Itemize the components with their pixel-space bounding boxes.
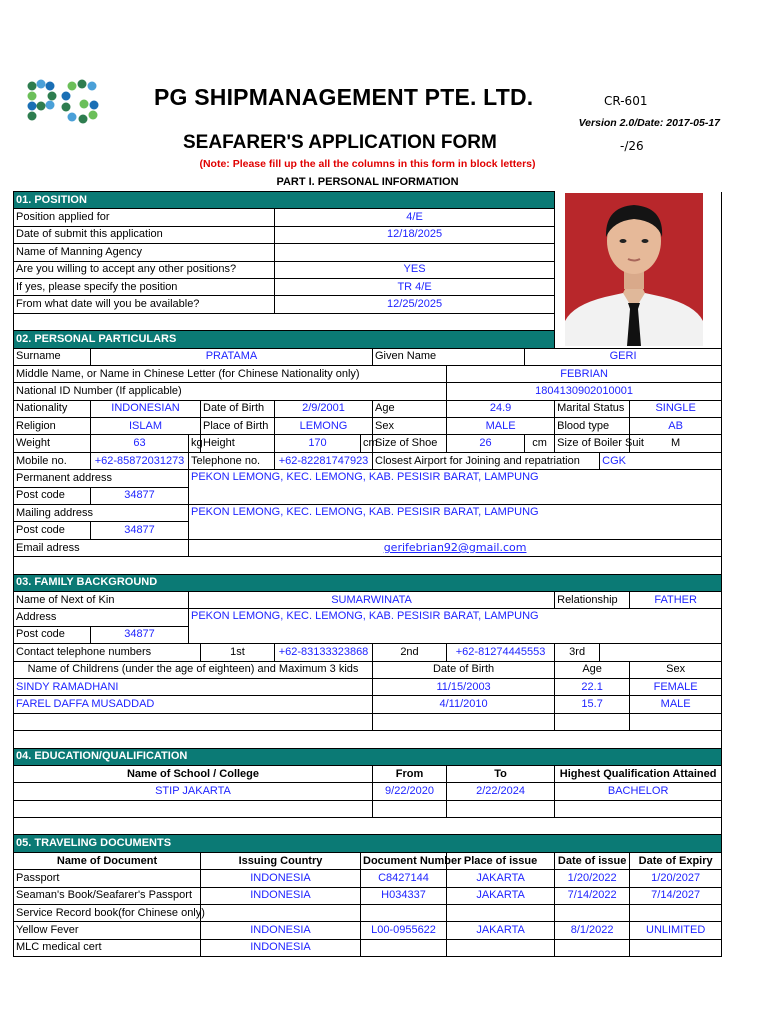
age-label: Age bbox=[373, 400, 447, 417]
sex-value[interactable]: MALE bbox=[447, 418, 555, 435]
children-dob-header: Date of Birth bbox=[373, 661, 555, 678]
school-header: Name of School / College bbox=[14, 765, 373, 782]
education-row bbox=[14, 783, 722, 800]
surname-value[interactable]: PRATAMA bbox=[91, 348, 373, 365]
date-of-expiry[interactable]: 7/14/2027 bbox=[630, 887, 722, 904]
child-dob[interactable]: 11/15/2003 bbox=[373, 678, 555, 695]
spacer bbox=[14, 731, 722, 748]
specify-position-value[interactable]: TR 4/E bbox=[275, 278, 555, 295]
child-row bbox=[14, 696, 722, 713]
child-sex[interactable]: FEMALE bbox=[630, 678, 722, 695]
mailing-post-code-label: Post code bbox=[14, 522, 91, 539]
children-name-header: Name of Childrens (under the age of eighteen) and Maximum 3 kids bbox=[14, 661, 373, 678]
shoe-size-unit: cm bbox=[525, 435, 555, 452]
blood-type-value[interactable]: AB bbox=[630, 418, 722, 435]
mobile-label: Mobile no. bbox=[14, 452, 91, 469]
travel-doc-row bbox=[14, 922, 722, 939]
date-of-issue[interactable]: 1/20/2022 bbox=[555, 870, 630, 887]
mailing-post-code-value[interactable]: 34877 bbox=[91, 522, 189, 539]
dob-label: Date of Birth bbox=[201, 400, 275, 417]
doc-number[interactable]: C8427144 bbox=[361, 870, 447, 887]
weight-unit: kg bbox=[189, 435, 201, 452]
given-name-value[interactable]: GERI bbox=[525, 348, 722, 365]
specify-position-label: If yes, please specify the position bbox=[14, 278, 275, 295]
company-name: PG SHIPMANAGEMENT PTE. LTD. bbox=[154, 84, 534, 110]
position-value[interactable]: 4/E bbox=[275, 209, 555, 226]
from-value[interactable]: 9/22/2020 bbox=[373, 783, 447, 800]
education-row bbox=[14, 800, 722, 817]
to-value[interactable]: 2/22/2024 bbox=[447, 783, 555, 800]
place-of-issue[interactable] bbox=[447, 939, 555, 956]
mailing-address-value[interactable]: PEKON LEMONG, KEC. LEMONG, KAB. PESISIR BARAT, LAMPUNG bbox=[189, 505, 722, 540]
form-code: CR-601 bbox=[604, 94, 648, 108]
doc-name: Passport bbox=[14, 870, 201, 887]
spacer bbox=[14, 557, 722, 574]
other-positions-value[interactable]: YES bbox=[275, 261, 555, 278]
height-unit: cm bbox=[361, 435, 373, 452]
part-heading: PART I. PERSONAL INFORMATION bbox=[276, 176, 459, 188]
page-number: -/26 bbox=[620, 139, 644, 153]
contact-1st-value[interactable]: +62-83133323868 bbox=[275, 644, 373, 661]
issuing-country-header: Issuing Country bbox=[201, 852, 361, 869]
doc-name: MLC medical cert bbox=[14, 939, 201, 956]
date-of-issue[interactable]: 7/14/2022 bbox=[555, 887, 630, 904]
doc-name: Yellow Fever bbox=[14, 922, 201, 939]
school-value[interactable]: STIP JAKARTA bbox=[14, 783, 373, 800]
middle-name-label: Middle Name, or Name in Chinese Letter (for Chinese Nationality only) bbox=[14, 365, 447, 382]
child-dob[interactable]: 4/11/2010 bbox=[373, 696, 555, 713]
nationality-value[interactable]: INDONESIAN bbox=[91, 400, 201, 417]
submit-date-label: Date of submit this application bbox=[14, 226, 275, 243]
doc-name: Seaman's Book/Seafarer's Passport bbox=[14, 887, 201, 904]
issuing-country[interactable]: INDONESIA bbox=[201, 887, 361, 904]
place-of-birth-label: Place of Birth bbox=[201, 418, 275, 435]
doc-number[interactable] bbox=[361, 905, 447, 922]
mailing-address-label: Mailing address bbox=[14, 505, 189, 522]
child-age[interactable]: 15.7 bbox=[555, 696, 630, 713]
email-value[interactable] bbox=[189, 539, 722, 556]
permanent-address-value[interactable]: PEKON LEMONG, KEC. LEMONG, KAB. PESISIR BARAT, LAMPUNG bbox=[189, 470, 722, 505]
child-sex[interactable] bbox=[630, 713, 722, 730]
child-name[interactable]: FAREL DAFFA MUSADDAD bbox=[14, 696, 373, 713]
child-name[interactable] bbox=[14, 713, 373, 730]
age-value[interactable]: 24.9 bbox=[447, 400, 555, 417]
nationality-label: Nationality bbox=[14, 400, 91, 417]
place-of-issue[interactable]: JAKARTA bbox=[447, 922, 555, 939]
sex-label: Sex bbox=[373, 418, 447, 435]
from-value[interactable] bbox=[373, 800, 447, 817]
child-dob[interactable] bbox=[373, 713, 555, 730]
height-label: Height bbox=[201, 435, 275, 452]
contact-numbers-label: Contact telephone numbers bbox=[14, 644, 201, 661]
doc-name: Service Record book(for Chinese only) bbox=[14, 905, 201, 922]
permanent-post-code-value[interactable]: 34877 bbox=[91, 487, 189, 504]
kin-post-code-label: Post code bbox=[14, 626, 91, 643]
qualification-value[interactable]: BACHELOR bbox=[555, 783, 722, 800]
available-date-value[interactable]: 12/25/2025 bbox=[275, 296, 555, 313]
kin-post-code-value[interactable]: 34877 bbox=[91, 626, 189, 643]
given-name-label: Given Name bbox=[373, 348, 525, 365]
place-of-issue[interactable]: JAKARTA bbox=[447, 870, 555, 887]
date-of-expiry[interactable]: UNLIMITED bbox=[630, 922, 722, 939]
child-name[interactable]: SINDY RAMADHANI bbox=[14, 678, 373, 695]
manning-agency-value[interactable] bbox=[275, 244, 555, 261]
telephone-value[interactable]: +62-82281747923 bbox=[275, 452, 373, 469]
boiler-suit-value[interactable]: M bbox=[630, 435, 722, 452]
submit-date-value[interactable]: 12/18/2025 bbox=[275, 226, 555, 243]
spacer bbox=[14, 818, 722, 835]
section-family-heading: 03. FAMILY BACKGROUND bbox=[14, 574, 722, 591]
qualification-header: Highest Qualification Attained bbox=[555, 765, 722, 782]
dob-value[interactable]: 2/9/2001 bbox=[275, 400, 373, 417]
kin-address-label: Address bbox=[14, 609, 189, 626]
weight-value[interactable]: 63 bbox=[91, 435, 189, 452]
travel-doc-row bbox=[14, 939, 722, 956]
children-sex-header: Sex bbox=[630, 661, 722, 678]
child-age[interactable] bbox=[555, 713, 630, 730]
contact-3rd-value[interactable] bbox=[600, 644, 722, 661]
boiler-suit-label: Size of Boiler Suit bbox=[555, 435, 630, 452]
issuing-country[interactable]: INDONESIA bbox=[201, 939, 361, 956]
doc-number[interactable]: L00-0955622 bbox=[361, 922, 447, 939]
section-travel-heading: 05. TRAVELING DOCUMENTS bbox=[14, 835, 722, 852]
weight-label: Weight bbox=[14, 435, 91, 452]
date-of-expiry[interactable]: 1/20/2027 bbox=[630, 870, 722, 887]
company-logo bbox=[26, 78, 106, 126]
telephone-label: Telephone no. bbox=[189, 452, 275, 469]
child-row bbox=[14, 678, 722, 695]
form-note: (Note: Please fill up the all the columns in this form in block letters) bbox=[199, 158, 536, 170]
other-positions-label: Are you willing to accept any other positions? bbox=[14, 261, 275, 278]
shoe-size-value[interactable]: 26 bbox=[447, 435, 525, 452]
issuing-country[interactable]: INDONESIA bbox=[201, 870, 361, 887]
from-header: From bbox=[373, 765, 447, 782]
contact-1st-label: 1st bbox=[201, 644, 275, 661]
date-of-issue[interactable] bbox=[555, 905, 630, 922]
relationship-label: Relationship bbox=[555, 591, 630, 608]
place-of-issue-header: Place of issue bbox=[447, 852, 555, 869]
form-version: Version 2.0/Date: 2017-05-17 bbox=[578, 117, 720, 129]
available-date-label: From what date will you be available? bbox=[14, 296, 275, 313]
travel-doc-row bbox=[14, 870, 722, 887]
next-of-kin-label: Name of Next of Kin bbox=[14, 591, 189, 608]
doc-name-header: Name of Document bbox=[14, 852, 201, 869]
date-of-expiry-header: Date of Expiry bbox=[630, 852, 722, 869]
email-link[interactable]: gerifebrian92@gmail.com bbox=[383, 541, 527, 554]
airport-value[interactable]: CGK bbox=[600, 452, 722, 469]
to-header: To bbox=[447, 765, 555, 782]
travel-doc-row bbox=[14, 887, 722, 904]
date-of-issue[interactable]: 8/1/2022 bbox=[555, 922, 630, 939]
qualification-value[interactable] bbox=[555, 800, 722, 817]
kin-address-value[interactable]: PEKON LEMONG, KEC. LEMONG, KAB. PESISIR BARAT, LAMPUNG bbox=[189, 609, 722, 644]
doc-number-header: Document Number bbox=[361, 852, 447, 869]
section-personal-heading: 02. PERSONAL PARTICULARS bbox=[14, 331, 555, 348]
date-of-issue[interactable] bbox=[555, 939, 630, 956]
next-of-kin-value[interactable]: SUMARWINATA bbox=[189, 591, 555, 608]
national-id-label: National ID Number (If applicable) bbox=[14, 383, 447, 400]
place-of-birth-value[interactable]: LEMONG bbox=[275, 418, 373, 435]
place-of-issue[interactable]: JAKARTA bbox=[447, 887, 555, 904]
email-label: Email adress bbox=[14, 539, 189, 556]
marital-status-label: Marital Status bbox=[555, 400, 630, 417]
permanent-post-code-label: Post code bbox=[14, 487, 91, 504]
child-age[interactable]: 22.1 bbox=[555, 678, 630, 695]
travel-doc-row bbox=[14, 905, 722, 922]
form-title: SEAFARER'S APPLICATION FORM bbox=[183, 132, 497, 153]
height-value[interactable]: 170 bbox=[275, 435, 361, 452]
national-id-value[interactable]: 1804130902010001 bbox=[447, 383, 722, 400]
applicant-photo bbox=[565, 193, 703, 346]
issuing-country[interactable]: INDONESIA bbox=[201, 922, 361, 939]
surname-label: Surname bbox=[14, 348, 91, 365]
place-of-issue[interactable] bbox=[447, 905, 555, 922]
to-value[interactable] bbox=[447, 800, 555, 817]
manning-agency-label: Name of Manning Agency bbox=[14, 244, 275, 261]
section-education-heading: 04. EDUCATION/QUALIFICATION bbox=[14, 748, 722, 765]
blood-type-label: Blood type bbox=[555, 418, 630, 435]
religion-label: Religion bbox=[14, 418, 91, 435]
marital-status-value[interactable]: SINGLE bbox=[630, 400, 722, 417]
children-age-header: Age bbox=[555, 661, 630, 678]
issuing-country[interactable] bbox=[201, 905, 361, 922]
contact-2nd-value[interactable]: +62-81274445553 bbox=[447, 644, 555, 661]
middle-name-value[interactable]: FEBRIAN bbox=[447, 365, 722, 382]
mobile-value[interactable]: +62-85872031273 bbox=[91, 452, 189, 469]
spacer bbox=[14, 313, 555, 330]
doc-number[interactable] bbox=[361, 939, 447, 956]
relationship-value[interactable]: FATHER bbox=[630, 591, 722, 608]
date-of-issue-header: Date of issue bbox=[555, 852, 630, 869]
religion-value[interactable]: ISLAM bbox=[91, 418, 201, 435]
position-label: Position applied for bbox=[14, 209, 275, 226]
contact-3rd-label: 3rd bbox=[555, 644, 600, 661]
section-position-heading: 01. POSITION bbox=[14, 192, 555, 209]
child-row bbox=[14, 713, 722, 730]
shoe-size-label: Size of Shoe bbox=[373, 435, 447, 452]
contact-2nd-label: 2nd bbox=[373, 644, 447, 661]
date-of-expiry[interactable] bbox=[630, 905, 722, 922]
doc-number[interactable]: H034337 bbox=[361, 887, 447, 904]
child-sex[interactable]: MALE bbox=[630, 696, 722, 713]
school-value[interactable] bbox=[14, 800, 373, 817]
airport-label: Closest Airport for Joining and repatriation bbox=[373, 452, 600, 469]
permanent-address-label: Permanent address bbox=[14, 470, 189, 487]
date-of-expiry[interactable] bbox=[630, 939, 722, 956]
